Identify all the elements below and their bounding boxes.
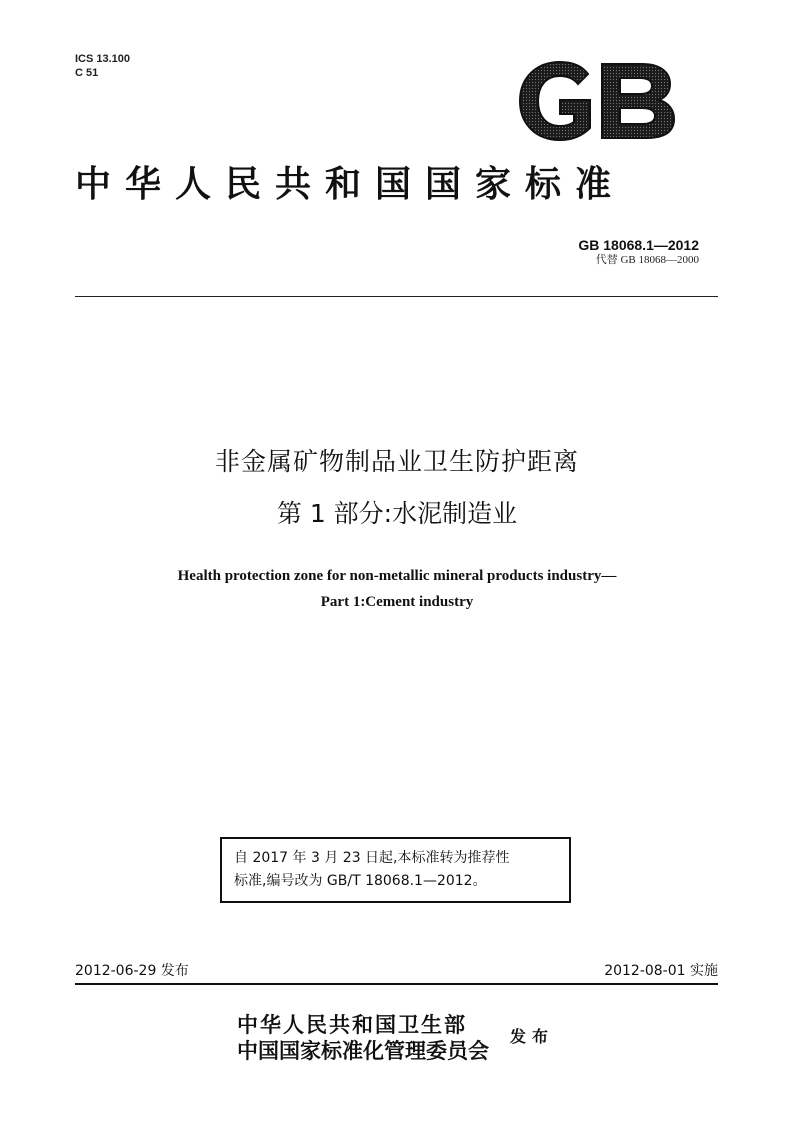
notice-line2: 标准,编号改为 GB/T 18068.1—2012。 <box>234 873 487 889</box>
ccs-code: C 51 <box>75 67 99 79</box>
ics-classification <box>75 52 130 80</box>
national-standard-title: 中华人民共和国国家标准 <box>75 164 626 205</box>
gb-logo-icon <box>516 60 678 142</box>
standard-number: GB 18068.1—2012 <box>578 237 699 253</box>
status-change-notice <box>220 837 571 903</box>
notice-line1: 自 2017 年 3 月 23 日起,本标准转为推荐性 <box>234 850 510 866</box>
header-divider <box>75 296 718 297</box>
chinese-title-line2: 第 1 部分:水泥制造业 <box>276 499 518 528</box>
standard-number-block <box>578 237 699 267</box>
chinese-title-line1: 非金属矿物制品业卫生防护距离 <box>214 447 579 476</box>
ics-code: ICS 13.100 <box>75 53 131 65</box>
replaced-standard: 代替 GB 18068—2000 <box>595 254 699 266</box>
effective-date: 2012-08-01 实施 <box>604 963 718 979</box>
footer-divider <box>75 983 718 985</box>
english-title-line2: Part 1:Cement industry <box>320 594 474 610</box>
issue-label: 发布 <box>510 1027 555 1046</box>
english-title-line1: Health protection zone for non-metallic mineral products industry— <box>177 568 617 584</box>
issuer-ministry-of-health: 中华人民共和国卫生部 <box>237 1013 467 1037</box>
issuing-authorities <box>237 1012 489 1064</box>
issuer-standardization-administration: 中国国家标准化管理委员会 <box>237 1039 489 1063</box>
publication-date: 2012-06-29 发布 <box>75 963 189 979</box>
